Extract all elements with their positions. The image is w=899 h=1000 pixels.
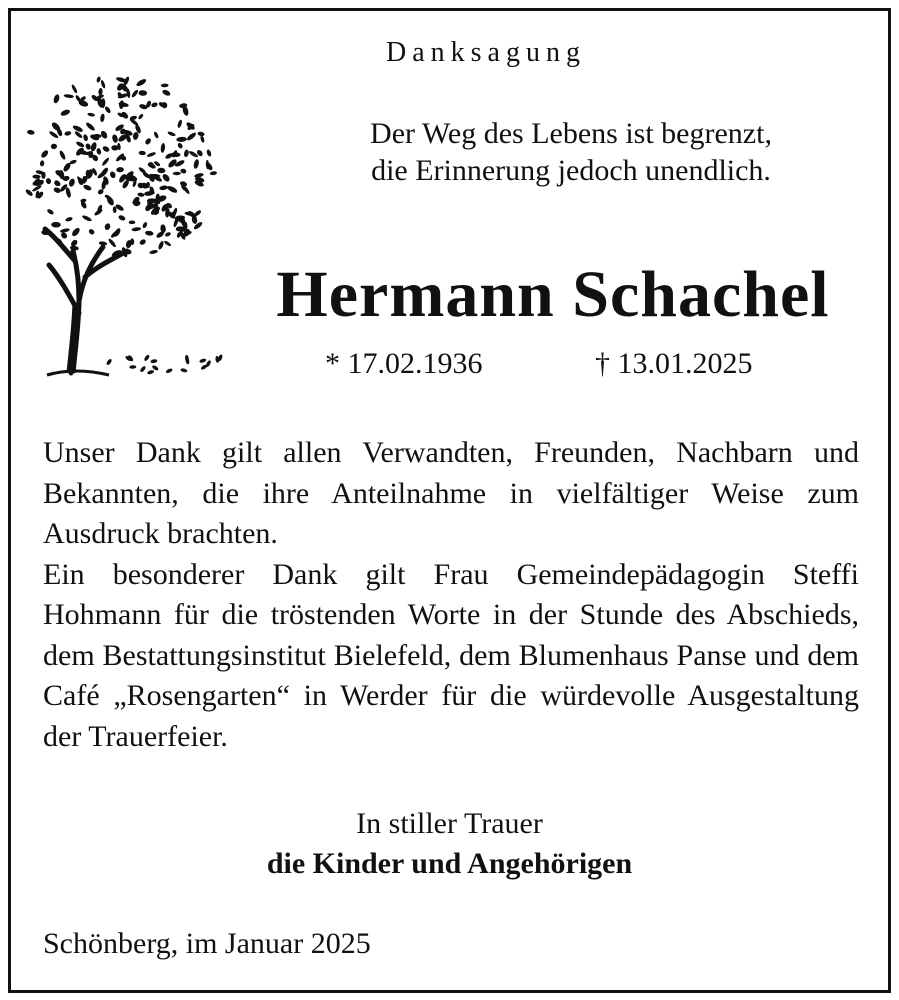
leaf — [177, 142, 184, 149]
leaf — [146, 151, 156, 158]
leaf — [173, 172, 181, 176]
leaf — [139, 238, 147, 246]
leaf — [68, 178, 76, 188]
leaf — [102, 145, 111, 153]
leaf — [53, 94, 61, 104]
leaf — [163, 240, 171, 247]
leaf — [138, 166, 147, 174]
leaf — [45, 178, 51, 185]
leaf — [167, 131, 176, 137]
leaf — [157, 240, 164, 250]
leaf — [176, 137, 187, 143]
fallen-leaf — [143, 354, 150, 362]
fallen-leaf — [129, 365, 136, 369]
thank-you-text — [43, 433, 859, 757]
leaf — [71, 227, 81, 238]
tree-with-falling-leaves-icon — [19, 51, 249, 391]
leaf — [193, 159, 200, 170]
leaf — [27, 129, 35, 135]
leaf — [100, 113, 105, 122]
deceased-name: Hermann Schachel — [276, 258, 830, 331]
leaf — [118, 214, 126, 221]
leaf — [88, 228, 96, 236]
death-date: † 13.01.2025 — [595, 347, 753, 380]
leaf — [53, 180, 61, 187]
leaf — [64, 131, 72, 137]
fallen-leaf — [106, 358, 113, 366]
fallen-leaf — [147, 369, 155, 375]
leaf — [51, 222, 61, 228]
leaf — [159, 185, 168, 191]
quote-line-1: Der Weg des Lebens ist begrenzt, — [370, 117, 772, 150]
birth-date: * 17.02.1936 — [325, 347, 483, 380]
paragraph-2: Ein besonderer Dank gilt Frau Gemeindepädagogin Steffi Hohmann für die tröstenden Worte in der Stunde des Abschieds, dem Bestattungsinstitut Bielefeld, dem Blumenhaus Panse und dem Café „Rosengarten“ in Werder für die würdevolle Ausgestaltung der Trauerfeier. — [43, 557, 859, 753]
leaf — [60, 108, 71, 117]
leaf — [25, 188, 34, 197]
leaf — [135, 78, 147, 88]
leaf — [160, 143, 165, 153]
fallen-leaf — [150, 359, 158, 364]
obituary-frame — [8, 8, 891, 993]
leaf — [98, 88, 103, 96]
leaf — [51, 143, 58, 149]
leaf — [75, 141, 85, 149]
leaf — [161, 83, 169, 87]
leaf — [131, 89, 139, 98]
leaf — [177, 119, 183, 128]
leaf — [161, 173, 171, 183]
leaf — [129, 221, 136, 225]
leaf — [142, 221, 148, 228]
leaf — [111, 145, 118, 150]
leaf — [87, 112, 95, 117]
leaf — [100, 80, 106, 89]
leaf — [72, 124, 84, 133]
leaf — [101, 157, 110, 167]
leaf — [65, 216, 73, 222]
leaf — [138, 151, 146, 156]
leaf — [180, 168, 187, 174]
fallen-leaf — [180, 368, 188, 373]
leaf — [145, 230, 154, 236]
leaf — [144, 137, 152, 145]
leaf — [104, 223, 111, 231]
leaf — [83, 134, 89, 142]
leaf — [96, 76, 101, 83]
leaf — [138, 90, 147, 96]
leaf — [85, 143, 92, 151]
leaf — [60, 228, 71, 234]
leaf — [83, 184, 93, 192]
leaf — [161, 89, 171, 97]
leaf — [111, 134, 118, 144]
leaf — [104, 106, 112, 114]
quote — [291, 115, 851, 189]
leaf — [206, 149, 212, 157]
paragraph-1: Unser Dank gilt allen Verwandten, Freunden, Nachbarn und Bekannten, die ihre Anteilnahme in vielfältiger Weise zum Ausdruck brachten. — [43, 436, 859, 550]
leaf — [40, 149, 49, 159]
leaf — [64, 94, 75, 99]
fallen-leaf — [199, 358, 207, 364]
fallen-leaf — [139, 365, 146, 373]
leaf — [166, 185, 178, 194]
leaf — [53, 186, 62, 193]
leaf — [210, 171, 218, 176]
leaf — [137, 113, 144, 120]
leaf — [81, 214, 92, 222]
leaf — [60, 231, 69, 239]
leaf — [40, 160, 45, 167]
leaf — [157, 167, 166, 173]
leaf — [132, 131, 139, 140]
heading: Danksagung — [386, 37, 586, 68]
leaf — [90, 142, 98, 153]
leaf — [58, 150, 66, 161]
leaf — [200, 135, 205, 143]
leaf — [116, 167, 124, 173]
leaf — [109, 171, 116, 179]
leaf — [131, 227, 141, 232]
leaf — [151, 102, 159, 108]
leaf — [204, 161, 213, 171]
leaf — [113, 206, 117, 213]
closing-line-1: In stiller Trauer — [356, 807, 543, 840]
leaf — [186, 131, 197, 141]
quote-line-2: die Erinnerung jedoch unendlich. — [371, 154, 771, 187]
leaf — [164, 231, 171, 237]
fallen-leaf — [165, 368, 173, 374]
leaf — [32, 174, 40, 179]
leaf — [183, 149, 189, 157]
leaf — [85, 121, 96, 131]
leaf — [46, 208, 54, 215]
leaf — [100, 130, 109, 140]
closing-line-2: die Kinder und Angehörigen — [266, 847, 633, 880]
leaf — [65, 187, 72, 198]
leaf — [149, 249, 158, 254]
leaf — [96, 148, 102, 156]
leaf — [71, 84, 78, 94]
leaf — [137, 192, 145, 197]
leaf — [107, 238, 117, 248]
place-and-date: Schönberg, im Januar 2025 — [43, 927, 371, 960]
leaf — [153, 131, 159, 139]
